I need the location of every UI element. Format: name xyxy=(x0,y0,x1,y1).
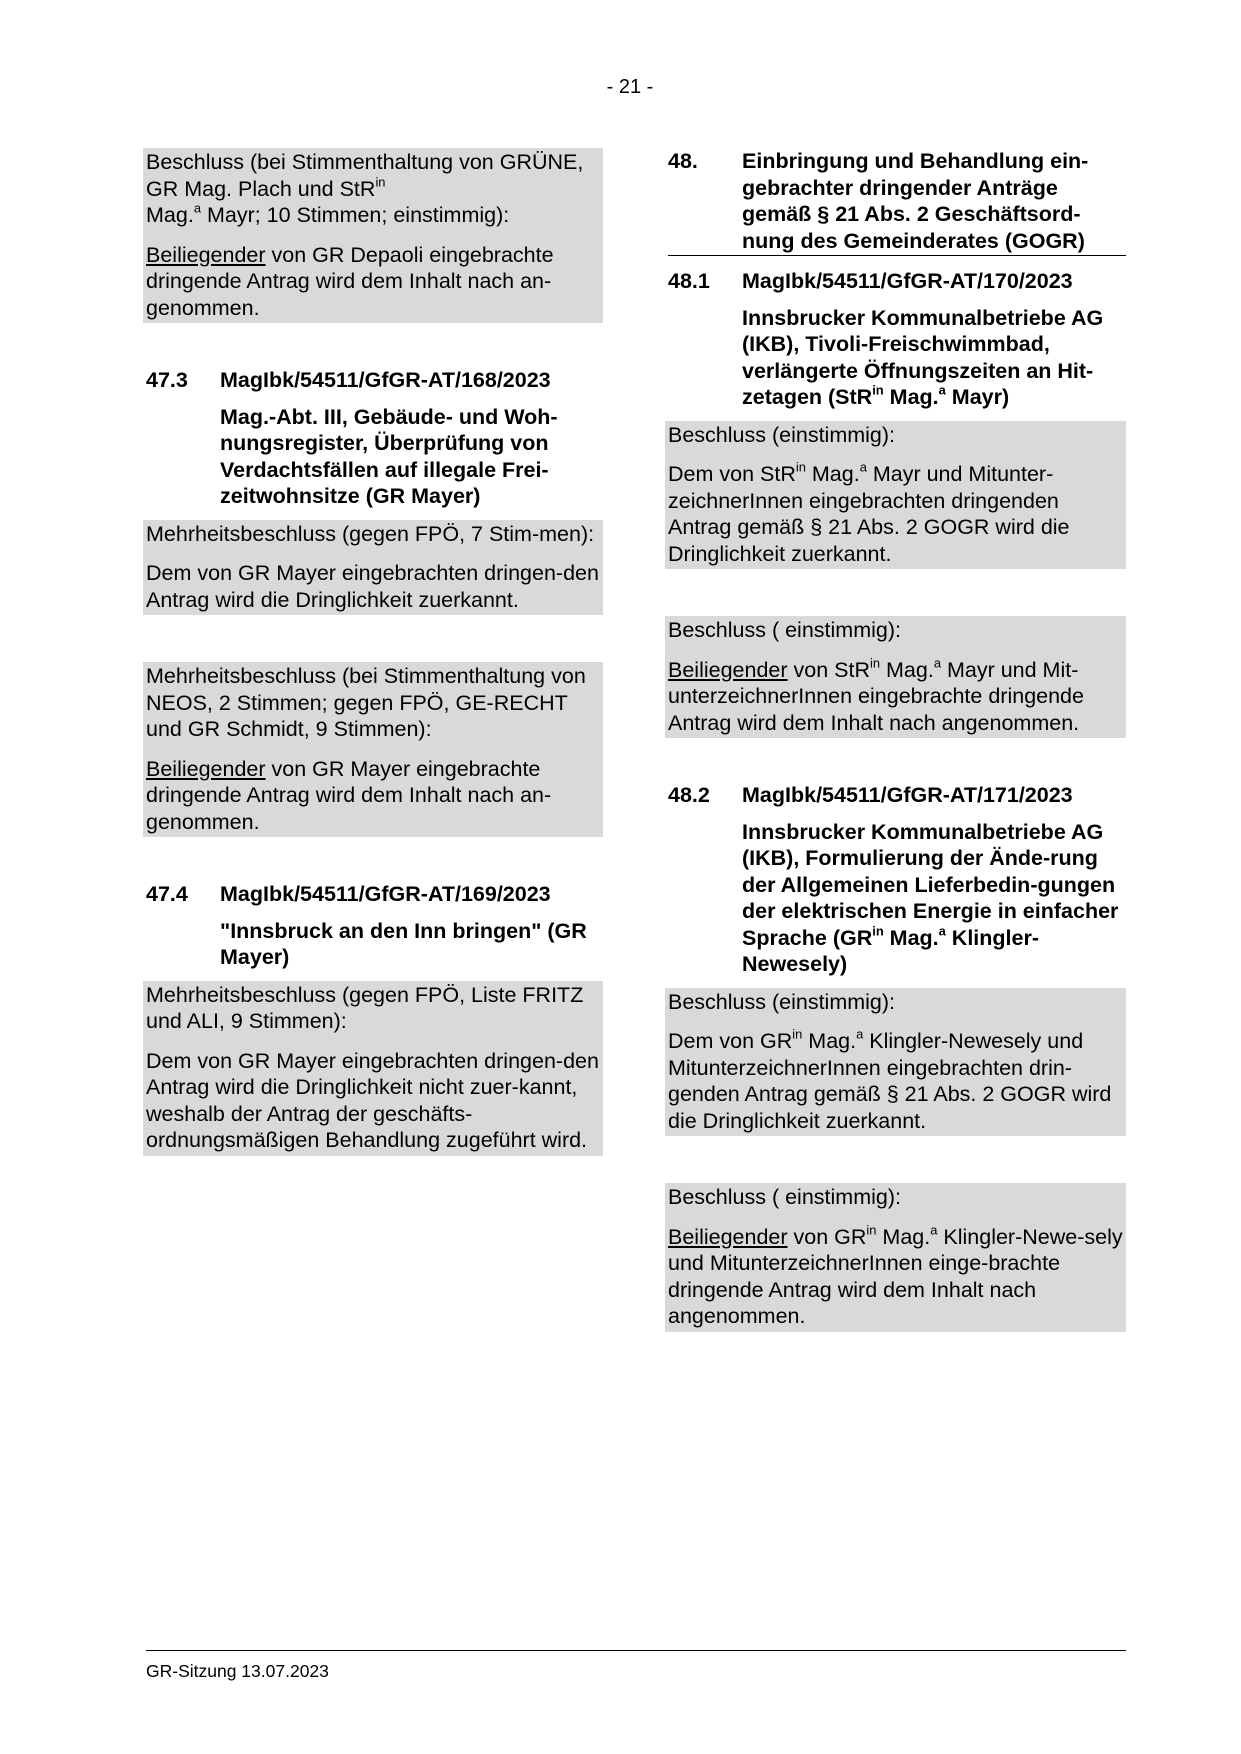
item-title: Einbringung und Behandlung ein-gebrachter dringender Anträge gemäß § 21 Abs. 2 Geschäftsord-nung des Gemeinderates (GOGR) xyxy=(742,149,1089,253)
superscript: a xyxy=(938,382,946,398)
decision-label: Mehrheitsbeschluss (bei Stimmenthaltung von NEOS, 2 Stimmen; gegen FPÖ, GE-RECHT und GR Schmidt, 9 Stimmen): xyxy=(146,664,586,741)
superscript: a xyxy=(933,654,941,670)
decision-box xyxy=(665,421,1126,570)
decision-label: Beschluss (einstimmig): xyxy=(668,422,895,447)
decision-box xyxy=(143,148,603,323)
title-part: Mag. xyxy=(883,385,939,409)
item-title xyxy=(742,819,1126,978)
superscript: in xyxy=(375,173,386,189)
item-heading-47-3 xyxy=(146,367,603,394)
text-part: Mayr und Mitunter-zeichnerInnen eingebrachten dringenden Antrag gemäß § 21 Abs. 2 GOGR wird die Dringlichkeit zuerkannt. xyxy=(668,462,1070,566)
decision-box xyxy=(143,662,603,837)
title-part: Innsbrucker Kommunalbetriebe AG (IKB), Tivoli-Freischwimmbad, verlängerte Öffnungszeiten an Hit-zetagen (StR xyxy=(742,305,1104,409)
decision-label: Beschluss (bei Stimmenthaltung von GRÜNE, GR Mag. Plach und StR xyxy=(146,150,584,201)
item-reference: MagIbk/54511/GfGR-AT/170/2023 xyxy=(742,269,1073,293)
text-part: Klingler-Newe-sely und MitunterzeichnerInnen einge-brachte dringende Antrag wird dem Inhalt nach angenommen. xyxy=(668,1224,1123,1328)
item-title: "Innsbruck an den Inn bringen" (GR Mayer) xyxy=(220,918,587,969)
decision-box xyxy=(665,1183,1126,1332)
underlined-word: Beiliegender xyxy=(668,1224,788,1249)
item-reference: MagIbk/54511/GfGR-AT/171/2023 xyxy=(742,783,1073,807)
superscript: in xyxy=(872,382,884,398)
footer: GR-Sitzung 13.07.2023 xyxy=(146,1650,1126,1681)
decision-box xyxy=(665,616,1126,738)
resolution-text xyxy=(146,242,603,322)
decision-label: Mehrheitsbeschluss (gegen FPÖ, 7 Stim-men): xyxy=(146,521,595,546)
superscript: a xyxy=(930,1221,938,1237)
superscript: a xyxy=(193,200,201,216)
underlined-word: Beiliegender xyxy=(668,657,788,682)
text-part: Dem von GR xyxy=(668,1029,793,1053)
text-part: Mag. xyxy=(876,1224,931,1249)
resolution-text xyxy=(146,756,603,836)
title-part: Klingler-Newesely) xyxy=(742,925,1039,976)
title-part: Mag. xyxy=(883,925,939,950)
decision-label-tail: Mayr; 10 Stimmen; einstimmig): xyxy=(200,203,510,227)
superscript: in xyxy=(792,1026,803,1042)
text-part: Mag. xyxy=(880,657,934,682)
item-title: Mag.-Abt. III, Gebäude- und Woh-nungsregister, Überprüfung von Verdachtsfällen auf illegale Frei-zeitwohnsitze (GR Mayer) xyxy=(220,404,558,508)
decision-label: Mehrheitsbeschluss (gegen FPÖ, Liste FRITZ und ALI, 9 Stimmen): xyxy=(146,982,584,1033)
resolution-text: Dem von GR Mayer eingebrachten dringen-den Antrag wird die Dringlichkeit nicht zuer-kannt, weshalb der Antrag der geschäfts-ordnungsmäßigen Behandlung zugeführt wird. xyxy=(146,1048,599,1152)
item-number: 47.4 xyxy=(146,882,188,906)
decision-label: Beschluss (einstimmig): xyxy=(668,989,895,1014)
item-number: 47.3 xyxy=(146,368,188,392)
resolution-text xyxy=(668,461,1126,567)
item-reference: MagIbk/54511/GfGR-AT/169/2023 xyxy=(220,882,551,906)
text-part: Mag. xyxy=(805,462,860,486)
superscript: in xyxy=(872,922,884,938)
superscript: a xyxy=(859,459,867,475)
item-heading-48-2 xyxy=(668,782,1126,809)
text-part: Dem von StR xyxy=(668,462,796,486)
superscript: a xyxy=(938,922,946,938)
text-part: Mag. xyxy=(802,1029,857,1053)
item-number: 48. xyxy=(668,149,698,173)
underlined-word: Beiliegender xyxy=(146,756,266,781)
title-part: Innsbrucker Kommunalbetriebe AG (IKB), Formulierung der Ände-rung der Allgemeinen Lieferbedin-gungen der elektrischen Energie in einfacher Sprache (GR xyxy=(742,819,1119,950)
resolution-text: Dem von GR Mayer eingebrachten dringen-den Antrag wird die Dringlichkeit zuerkannt. xyxy=(146,561,599,612)
item-heading-48-1 xyxy=(668,268,1126,295)
title-part: Mayr) xyxy=(945,385,1010,409)
item-heading-47-4 xyxy=(146,881,603,908)
resolution-text xyxy=(668,1028,1126,1134)
decision-box xyxy=(143,981,603,1156)
resolution-text xyxy=(668,1221,1126,1330)
superscript: in xyxy=(795,459,806,475)
decision-box xyxy=(143,520,603,616)
text-part: von GR xyxy=(787,1224,867,1249)
text-part: von StR xyxy=(787,657,870,682)
text-part: Mayr und Mit-unterzeichnerInnen eingebrachte dringende Antrag wird dem Inhalt nach angenommen. xyxy=(668,657,1084,735)
resolution-text xyxy=(668,654,1126,737)
superscript: a xyxy=(856,1026,864,1042)
resolution-body: von GR Depaoli eingebrachte dringende Antrag wird dem Inhalt nach an-genommen. xyxy=(146,242,554,320)
decision-label-cont: Mag. xyxy=(146,203,194,227)
decision-label: Beschluss ( einstimmig): xyxy=(668,618,901,642)
item-number: 48.1 xyxy=(668,269,710,293)
resolution-body: von GR Mayer eingebrachte dringende Antrag wird dem Inhalt nach an-genommen. xyxy=(146,756,552,834)
text-part: Klingler-Newesely und MitunterzeichnerInnen eingebrachten drin-genden Antrag gemäß § 21 Abs. 2 GOGR wird die Dringlichkeit zuerkannt. xyxy=(668,1029,1112,1133)
item-reference: MagIbk/54511/GfGR-AT/168/2023 xyxy=(220,368,551,392)
page-number: - 21 - xyxy=(606,76,654,98)
decision-box xyxy=(665,988,1126,1137)
superscript: in xyxy=(869,654,881,670)
right-column xyxy=(668,148,1126,1332)
decision-label: Beschluss ( einstimmig): xyxy=(668,1185,901,1209)
decision-text xyxy=(146,149,603,229)
item-title xyxy=(742,305,1126,411)
item-number: 48.2 xyxy=(668,783,710,807)
item-heading-48 xyxy=(668,148,1126,256)
underlined-word: Beiliegender xyxy=(146,242,266,267)
left-column xyxy=(146,148,603,1156)
superscript: in xyxy=(866,1221,877,1237)
